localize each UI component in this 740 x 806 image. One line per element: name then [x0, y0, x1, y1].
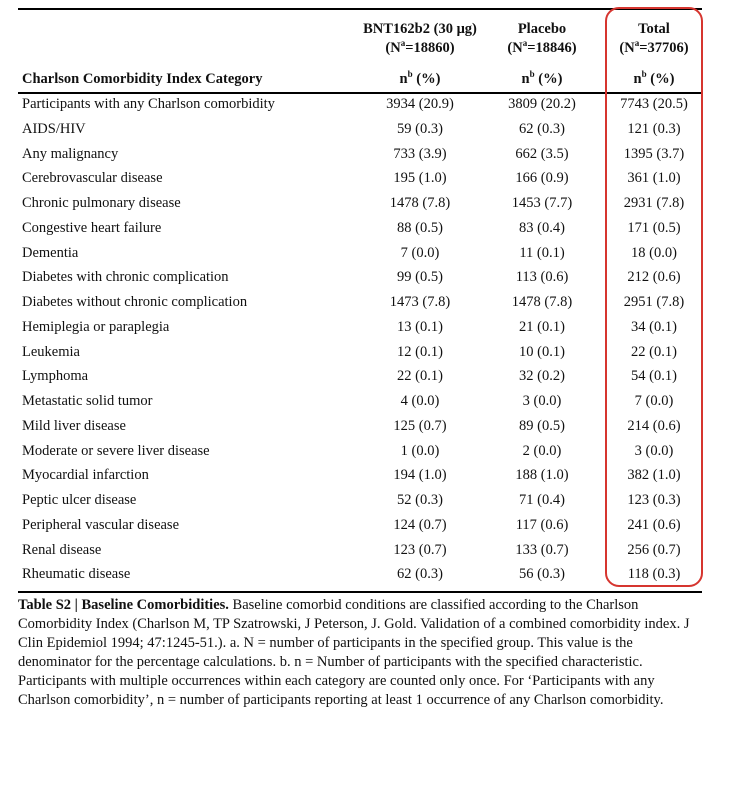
cell-placebo: 3 (0.0) [522, 393, 562, 409]
cell-placebo: 2 (0.0) [522, 442, 562, 459]
cell-placebo: 113 (0.6) [515, 269, 569, 286]
cell-total: 241 (0.6) [627, 516, 681, 533]
cell-placebo: 1453 (7.7) [511, 195, 573, 211]
cell-category: Chronic pulmonary disease [22, 195, 181, 211]
cell-category: Dementia [22, 244, 79, 261]
cell-category: Peptic ulcer disease [22, 492, 137, 508]
cell-bnt: 4 (0.0) [400, 393, 440, 409]
cell-bnt: 52 (0.3) [397, 492, 443, 508]
cell-placebo: 133 (0.7) [515, 541, 569, 558]
col-header-placebo-n: $(N^a=18846)$ [507, 38, 577, 56]
cell-total: 2931 (7.8) [623, 195, 685, 211]
cell-total: 3 (0.0) [634, 442, 674, 459]
cell-placebo: 11 (0.1) [519, 244, 565, 261]
cell-bnt: 1478 (7.8) [389, 195, 451, 211]
col-header-bnt-n: $(N^a=18860)$ [385, 38, 455, 56]
cell-category: AIDS/HIV [22, 120, 86, 137]
caption-text: Baseline comorbid conditions are classified according to the Charlson Comorbidity Index (Charlson M, TP Szatrowski, J Peterson, J. Gold. Validation of a combined comorbidity index. J Clin Epidemiol 1994; 47:1245-51.). a. N = number of participants in the specified group. This value is the denominator for the percentage calculations. b. n = Number of participants with the specified characteristic. Participants with multiple occurrences within each category are counted only once. For ‘Participants with any Charlson comorbidity’, n = number of participants reporting at least 1 occurrence of any Charlson comorbidity. [18, 597, 690, 708]
cell-category: Renal disease [22, 541, 102, 558]
cell-category: Participants with any Charlson comorbidity [22, 96, 275, 112]
cell-category: Myocardial infarction [22, 467, 149, 484]
cell-bnt: 123 (0.7) [393, 541, 447, 558]
cell-total: 212 (0.6) [627, 269, 681, 286]
cell-bnt: 7 (0.0) [400, 244, 440, 261]
cell-bnt: 62 (0.3) [397, 566, 443, 583]
col-header-total [579, 20, 729, 89]
cell-total: 118 (0.3) [627, 566, 681, 583]
cell-category: Hemiplegia or paraplegia [22, 318, 170, 335]
cell-total: 7743 (20.5) [620, 96, 688, 112]
cell-category: Diabetes with chronic complication [22, 269, 229, 286]
table-caption [18, 596, 708, 710]
cell-total: 382 (1.0) [627, 467, 681, 484]
cell-total: 18 (0.0) [631, 244, 677, 261]
cell-bnt: 22 (0.1) [397, 368, 443, 385]
cell-placebo: 89 (0.5) [519, 417, 565, 434]
cell-bnt: 194 (1.0) [393, 467, 447, 484]
cell-category: Lymphoma [22, 368, 89, 385]
cell-placebo: 83 (0.4) [519, 219, 565, 236]
cell-category: Rheumatic disease [22, 566, 131, 583]
cell-category: Any malignancy [22, 145, 119, 162]
cell-bnt: 13 (0.1) [397, 318, 443, 335]
cell-total: 361 (1.0) [627, 170, 681, 187]
cell-placebo: 56 (0.3) [519, 566, 565, 583]
cell-placebo: 1478 (7.8) [511, 294, 573, 310]
cell-total: 214 (0.6) [627, 417, 681, 434]
cell-bnt: 125 (0.7) [393, 417, 447, 434]
cell-total: 34 (0.1) [631, 318, 677, 335]
col-header-placebo-name: Placebo [517, 21, 567, 37]
cell-bnt: 124 (0.7) [393, 516, 447, 533]
cell-total: 2951 (7.8) [623, 294, 685, 310]
cell-bnt: 733 (3.9) [393, 145, 447, 162]
cell-category: Mild liver disease [22, 417, 126, 434]
cell-total: 22 (0.1) [631, 343, 677, 360]
col-header-total-name: Total [638, 21, 670, 37]
cell-placebo: 188 (1.0) [515, 467, 569, 484]
cell-bnt: 88 (0.5) [397, 219, 443, 236]
cell-total: 54 (0.1) [631, 368, 677, 385]
cell-bnt: 99 (0.5) [397, 269, 443, 286]
col-header-bnt-name: BNT162b2 (30 μg) [363, 21, 477, 37]
cell-placebo: 62 (0.3) [519, 120, 565, 137]
cell-category: Leukemia [22, 343, 80, 360]
cell-category: Cerebrovascular disease [22, 170, 163, 187]
cell-category: Metastatic solid tumor [22, 393, 153, 409]
col-header-bnt-stat: $n^b$ (%) [399, 69, 441, 87]
cell-placebo: 3809 (20.2) [508, 96, 576, 112]
top-rule [18, 8, 702, 10]
cell-placebo: 32 (0.2) [519, 368, 565, 385]
bottom-rule [18, 591, 702, 593]
col-header-total-stat: $n^b$ (%) [633, 69, 675, 87]
col-header-placebo-stat: $n^b$ (%) [521, 69, 563, 87]
cell-bnt: 1 (0.0) [400, 442, 440, 459]
cell-bnt: 3934 (20.9) [386, 96, 454, 112]
cell-bnt: 195 (1.0) [393, 170, 447, 187]
cell-total: 7 (0.0) [634, 393, 674, 409]
cell-placebo: 166 (0.9) [515, 170, 569, 187]
cell-total: 121 (0.3) [627, 120, 681, 137]
cell-total: 1395 (3.7) [623, 145, 685, 162]
caption-label: Table S2 | Baseline Comorbidities. [18, 597, 229, 613]
cell-placebo: 662 (3.5) [515, 145, 569, 162]
cell-category: Peripheral vascular disease [22, 516, 180, 533]
cell-bnt: 59 (0.3) [397, 120, 443, 137]
cell-category: Diabetes without chronic complication [22, 294, 248, 310]
cell-placebo: 117 (0.6) [515, 516, 569, 533]
col-header-total-n: $(N^a=37706)$ [619, 38, 689, 56]
col-header-category: Charlson Comorbidity Index Category [22, 71, 263, 87]
cell-total: 256 (0.7) [627, 541, 681, 558]
cell-bnt: 1473 (7.8) [389, 294, 451, 310]
cell-placebo: 71 (0.4) [519, 492, 565, 508]
cell-placebo: 10 (0.1) [519, 343, 565, 360]
cell-category: Congestive heart failure [22, 219, 162, 236]
cell-bnt: 12 (0.1) [397, 343, 443, 360]
cell-total: 171 (0.5) [627, 219, 681, 236]
cell-category: Moderate or severe liver disease [22, 442, 210, 459]
header-rule [18, 92, 702, 94]
cell-total: 123 (0.3) [627, 492, 681, 508]
cell-placebo: 21 (0.1) [519, 318, 565, 335]
